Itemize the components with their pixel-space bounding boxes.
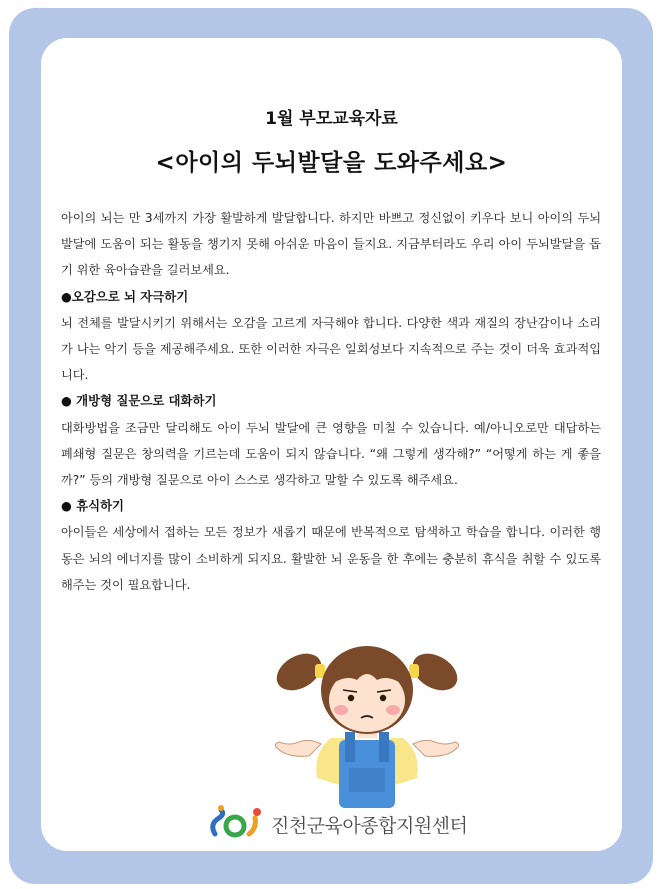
section-heading-questions: ● 개방형 질문으로 대화하기 <box>61 393 217 409</box>
section-heading-rest: ● 휴식하기 <box>61 498 125 514</box>
center-logo-icon <box>207 804 265 844</box>
organization-logo <box>207 804 467 844</box>
section-heading-senses: ●오감으로 뇌 자극하기 <box>61 288 189 304</box>
article-body <box>61 205 601 598</box>
organization-name: 진천군육아종합지원센터 <box>271 814 468 837</box>
document-subtitle: 1월 부모교육자료 <box>265 109 398 129</box>
section-body-rest: 아이들은 세상에서 접하는 모든 정보가 새롭기 때문에 반복적으로 탐색하고 학습을 합니다. 이러한 행동은 뇌의 에너지를 많이 소비하게 되지요. 활발한 뇌 운동을 한 후에는 충분히 휴식을 취할 수 있도록 해주는 것이 필요합니다. <box>61 525 601 592</box>
section-body-senses: 뇌 전체를 발달시키기 위해서는 오감을 고르게 자극해야 합니다. 다양한 색과 재질의 장난감이나 소리가 나는 악기 등을 제공해주세요. 또한 이러한 자극은 일회성보다 지속적으로 주는 것이 더욱 효과적입니다. <box>61 315 601 383</box>
document-title: <아이의 두뇌발달을 도와주세요> <box>155 150 508 176</box>
section-body-questions: 대화방법을 조금만 달리해도 아이 두뇌 발달에 큰 영향을 미칠 수 있습니다. 예/아니오로만 대답하는 폐쇄형 질문은 창의력을 기르는데 도움이 되지 않습니다. “왜 그렇게 생각해?” “어떻게 하는 게 좋을까?” 등의 개방형 질문으로 아이 스스로 생각하고 말할 수 있도록 해주세요. <box>61 420 601 488</box>
shrugging-girl-illustration <box>269 628 465 812</box>
intro-paragraph: 아이의 뇌는 만 3세까지 가장 활발하게 발달합니다. 하지만 바쁘고 정신없이 키우다 보니 아이의 두뇌발달에 도움이 되는 활동을 챙기지 못해 아쉬운 마음이 들지요. 지금부터라도 우리 아이 두뇌발달을 돕기 위한 육아습관을 길러보세요. <box>61 211 601 278</box>
content-card <box>41 38 622 851</box>
